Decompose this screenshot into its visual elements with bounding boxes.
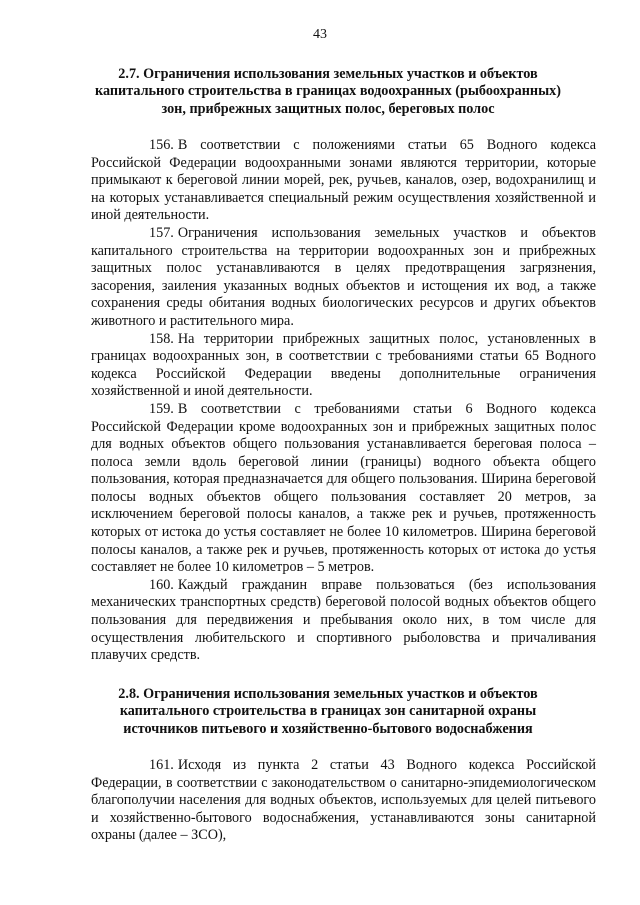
paragraph-text: В соответствии с требованиями статьи 6 Водного кодекса Российской Федерации кроме водоохранных зон и прибрежных защитных полос для водных объектов общего пользования устанавливается береговая полоса – полоса земли вдоль береговой линии (границы) водного объекта общего пользования, которая предназначается для общего пользования. Ширина береговой полосы водных объектов общего пользования составляет 20 метров, за исключением береговой полосы каналов, а также рек и ручьев, протяженность которых от истока до устья составляет не более 10 километров. Ширина береговой полосы каналов, а также рек и ручьев, протяженность которых от истока до устья составляет не более 10 километров – 5 метров. <box>91 400 596 576</box>
paragraph-number: 161. <box>149 757 174 773</box>
paragraph-text: В соответствии с положениями статьи 65 Водного кодекса Российской Федерации водоохранными зонами являются территории, которые примыкают к береговой линии морей, рек, ручьев, каналов, озер, водохранилищ и на которых устанавливается специальный режим осуществления хозяйственной и иной деятельности. <box>91 137 596 224</box>
paragraph-161 <box>91 757 596 845</box>
paragraph-159 <box>91 401 596 577</box>
paragraph-number: 157. <box>149 224 174 241</box>
paragraph-158 <box>91 331 596 401</box>
paragraph-number: 156. <box>149 137 174 153</box>
paragraph-number: 158. <box>149 330 174 347</box>
paragraph-156 <box>91 137 596 225</box>
paragraph-160 <box>91 577 596 665</box>
page-number: 43 <box>313 27 327 42</box>
paragraph-157 <box>91 225 596 331</box>
section-body-2-7 <box>91 137 596 665</box>
paragraph-number: 160. <box>149 576 174 593</box>
section-heading-2-7: 2.7. Ограничения использования земельных участков и объектов капитального строительства в границах водоохранных (рыбоохранных) зон, прибрежных защитных полос, береговых полос <box>95 66 561 117</box>
paragraph-number: 159. <box>149 400 174 417</box>
section-heading-2-8: 2.8. Ограничения использования земельных участков и объектов капитального строительства в границах зон санитарной охраны источников питьевого и хозяйственно-бытового водоснабжения <box>118 686 538 737</box>
paragraph-text: Каждый гражданин вправе пользоваться (без использования механических транспортных средств) береговой полосой водных объектов общего пользования для передвижения и пребывания около них, в том числе для осуществления любительского и спортивного рыболовства и причаливания плавучих средств. <box>91 576 596 664</box>
section-body-2-8 <box>91 757 596 845</box>
paragraph-text: Исходя из пункта 2 статьи 43 Водного кодекса Российской Федерации, в соответствии с законодательством о санитарно-эпидемиологическом благополучии населения для водных объектов, используемых для целей питьевого и хозяйственно-бытового водоснабжения, устанавливаются зоны санитарной охраны (далее – ЗСО), <box>91 757 596 844</box>
paragraph-text: Ограничения использования земельных участков и объектов капитального строительства на территории водоохранных зон и прибрежных защитных полос устанавливаются в целях предотвращения загрязнения, засорения, заиления указанных водных объектов и истощения их вод, а также сохранения среды обитания водных биологических ресурсов и других объектов животного и растительного мира. <box>91 224 596 329</box>
paragraph-text: На территории прибрежных защитных полос, установленных в границах водоохранных зон, в соответствии с требованиями статьи 65 Водного кодекса Российской Федерации введены дополнительные ограничения хозяйственной и иной деятельности. <box>91 330 596 400</box>
